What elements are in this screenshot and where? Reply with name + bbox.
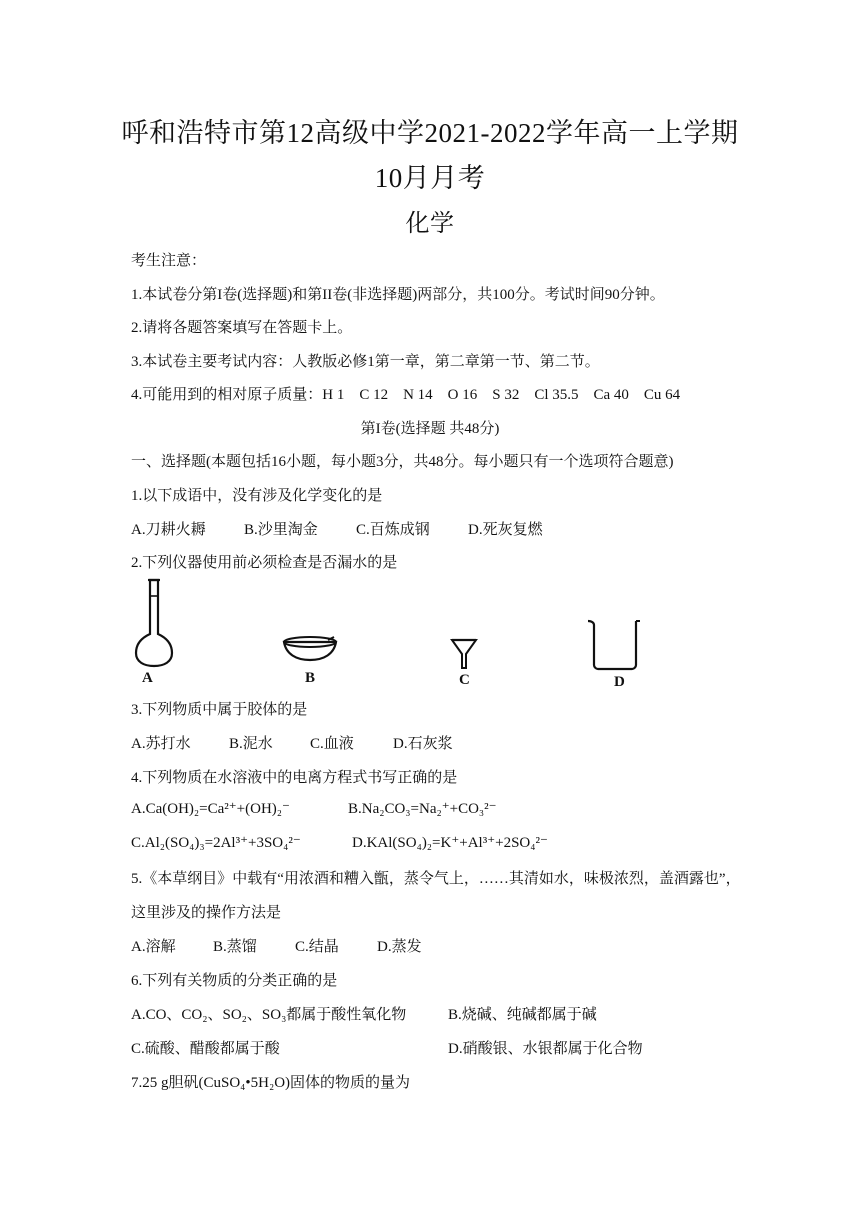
q6-option-d: D.硝酸银、水银都属于化合物 xyxy=(448,1041,643,1057)
q4-option-c: C.Al₂(SO₄)₃=2Al³⁺+3SO₄²⁻ xyxy=(131,835,301,851)
q1-option-c: C.百炼成钢 xyxy=(356,522,430,538)
subject-title: 化学 xyxy=(405,211,455,237)
q6-option-b: B.烧碱、纯碱都属于碱 xyxy=(448,1007,597,1023)
q4-option-a: A.Ca(OH)₂=Ca²⁺+(OH)₂⁻ xyxy=(131,801,290,817)
q1-option-a: A.刀耕火耨 xyxy=(131,522,206,538)
notice-item-4: 4.可能用到的相对原子质量：H 1 C 12 N 14 O 16 S 32 Cl 35.5 Ca 40 Cu 64 xyxy=(131,387,681,403)
section-heading: 一、选择题(本题包括16小题，每小题3分，共48分。每小题只有一个选项符合题意) xyxy=(131,454,674,470)
apparatus-label-b: B xyxy=(305,670,316,686)
question-3-stem: 3.下列物质中属于胶体的是 xyxy=(131,702,308,718)
beaker-icon xyxy=(586,617,642,671)
notice-item-1: 1.本试卷分第I卷(选择题)和第II卷(非选择题)两部分，共100分。考试时间90分钟。 xyxy=(131,287,665,303)
exam-title-line2: 10月月考 xyxy=(374,163,486,193)
apparatus-label-a: A xyxy=(142,670,153,686)
question-5-stem-line1: 5.《本草纲目》中载有“用浓酒和糟入甑，蒸令气上，……其清如水，味极浓烈，盖酒露也”， xyxy=(131,871,741,887)
q3-option-c: C.血液 xyxy=(310,736,354,752)
q5-option-d: D.蒸发 xyxy=(377,939,422,955)
q6-option-a: A.CO、CO₂、SO₂、SO₃都属于酸性氧化物 xyxy=(131,1007,407,1023)
q1-option-b: B.沙里淘金 xyxy=(244,522,318,538)
question-4-stem: 4.下列物质在水溶液中的电离方程式书写正确的是 xyxy=(131,770,458,786)
q1-option-d: D.死灰复燃 xyxy=(468,522,543,538)
part1-heading: 第I卷(选择题 共48分) xyxy=(360,421,500,437)
volumetric-flask-icon xyxy=(134,576,174,668)
apparatus-label-d: D xyxy=(614,674,625,690)
q4-option-d: D.KAl(SO₄)₂=K⁺+Al³⁺+2SO₄²⁻ xyxy=(352,835,548,851)
funnel-icon xyxy=(450,636,478,670)
question-2-stem: 2.下列仪器使用前必须检查是否漏水的是 xyxy=(131,555,398,571)
q5-option-a: A.溶解 xyxy=(131,939,176,955)
q5-option-c: C.结晶 xyxy=(295,939,339,955)
notice-item-3: 3.本试卷主要考试内容：人教版必修1第一章，第二章第一节、第二节。 xyxy=(131,354,600,370)
question-1-stem: 1.以下成语中，没有涉及化学变化的是 xyxy=(131,488,383,504)
evaporating-dish-icon xyxy=(282,632,338,662)
q5-option-b: B.蒸馏 xyxy=(213,939,257,955)
notice-item-2: 2.请将各题答案填写在答题卡上。 xyxy=(131,320,353,336)
q3-option-d: D.石灰浆 xyxy=(393,736,453,752)
notice-heading: 考生注意： xyxy=(131,253,207,269)
exam-title-line1: 呼和浩特市第12高级中学2021-2022学年高一上学期 xyxy=(121,118,739,148)
question-5-stem-line2: 这里涉及的操作方法是 xyxy=(131,905,282,921)
q6-option-c: C.硫酸、醋酸都属于酸 xyxy=(131,1041,280,1057)
question-7-stem: 7.25 g胆矾(CuSO₄•5H₂O)固体的物质的量为 xyxy=(131,1075,411,1091)
q3-option-a: A.苏打水 xyxy=(131,736,191,752)
q3-option-b: B.泥水 xyxy=(229,736,273,752)
question-6-stem: 6.下列有关物质的分类正确的是 xyxy=(131,973,338,989)
apparatus-label-c: C xyxy=(459,672,470,688)
q4-option-b: B.Na₂CO₃=Na₂⁺+CO₃²⁻ xyxy=(348,801,497,817)
